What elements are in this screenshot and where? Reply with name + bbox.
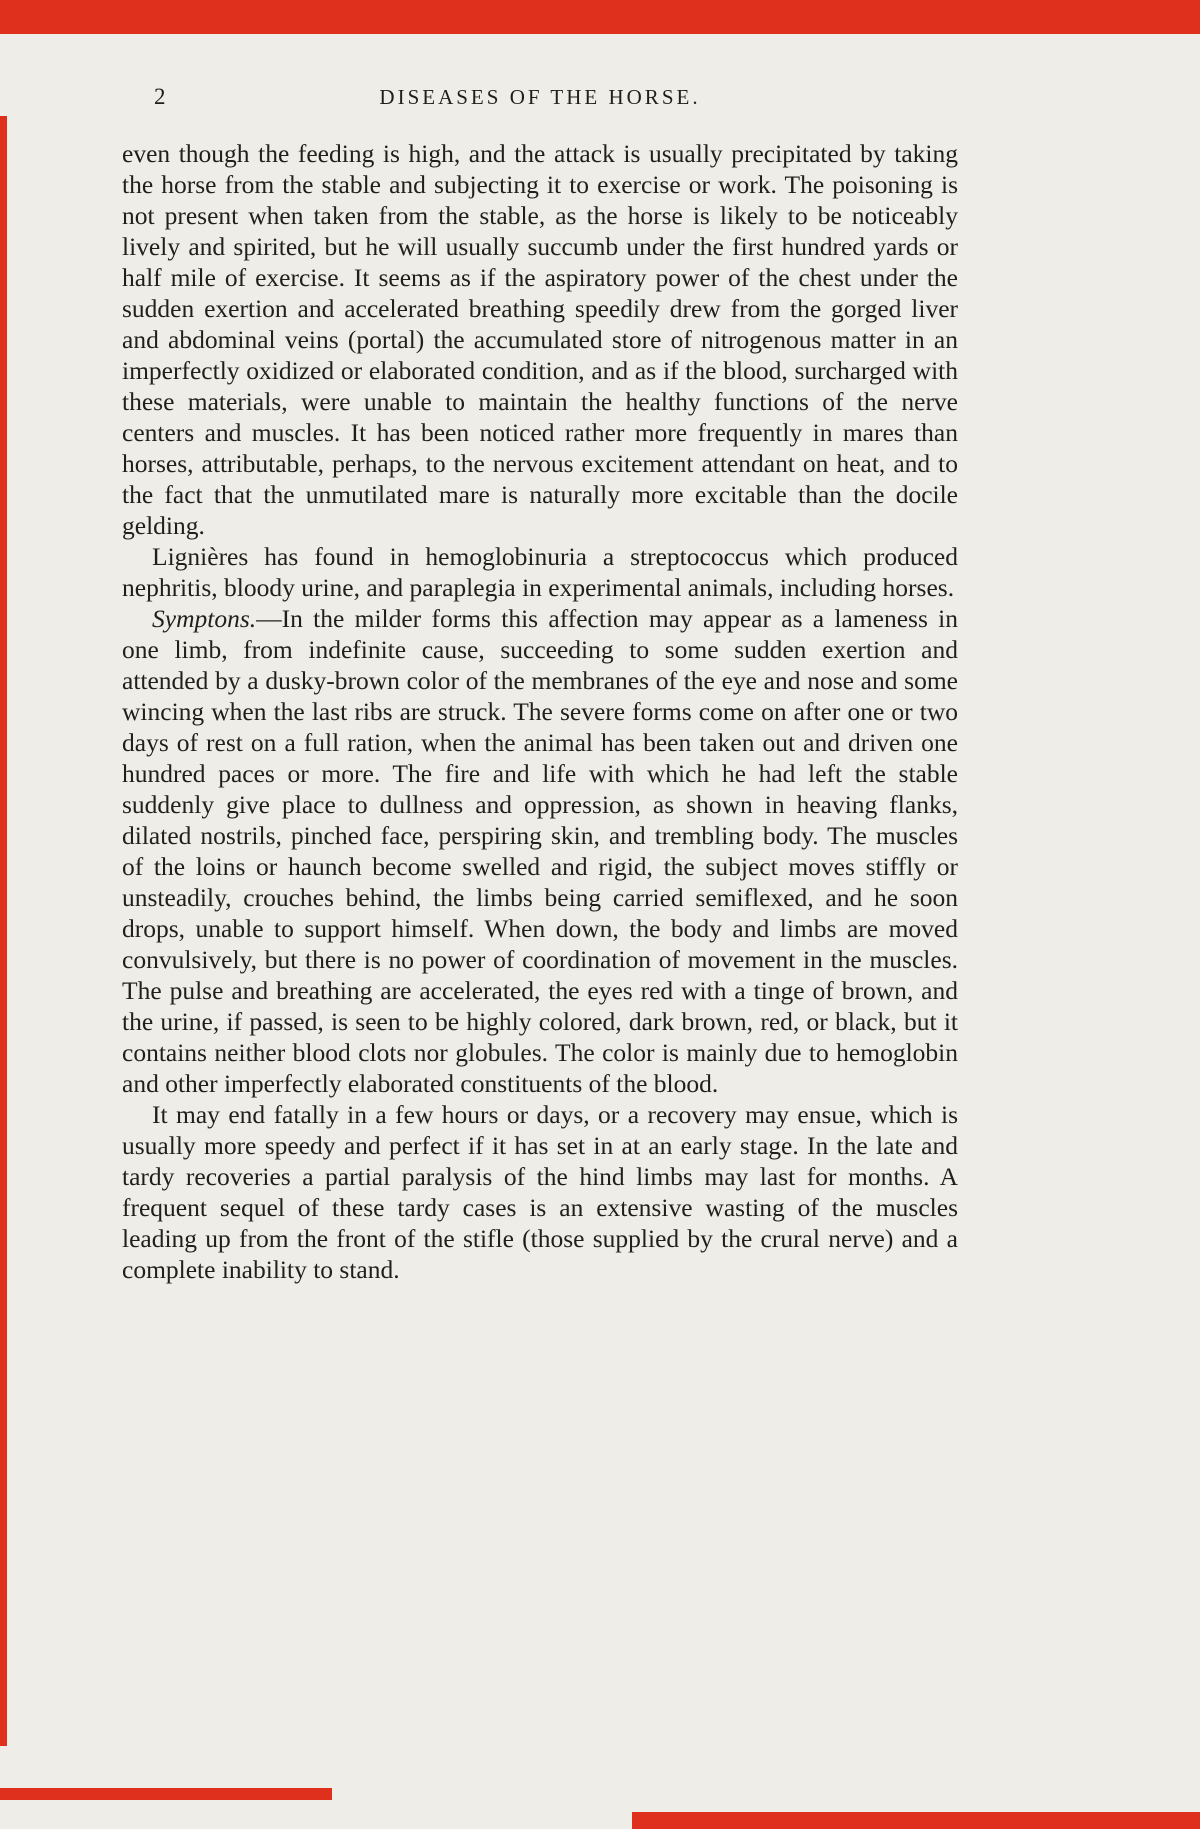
paragraph-3-text: —In the milder forms this affection may appear as a lameness in one limb, from indefinite cause, succeeding to some sudden exertion and attended by a dusky-brown color of the membranes of the eye and nose and some wincing when the last ribs are struck. The severe forms come on after one or two days of rest on a full ration, when the animal has been taken out and driven one hundred paces or more. The fire and life with which he had left the stable suddenly give place to dullness and oppression, as shown in heaving flanks, dilated nostrils, pinched face, perspiring skin, and trembling body. The muscles of the loins or haunch become swelled and rigid, the subject moves stiffly or unsteadily, crouches behind, the limbs being carried semiflexed, and he soon drops, unable to support himself. When down, the body and limbs are moved convulsively, but there is no power of coordination of movement in the muscles. The pulse and breathing are accelerated, the eyes red with a tinge of brown, and the urine, if passed, is seen to be highly colored, dark brown, red, or black, but it contains neither blood clots nor globules. The color is mainly due to hemoglobin and other imperfectly elaborated constituents of the blood.	[122, 604, 958, 1098]
page-content	[122, 80, 958, 1285]
body-text	[122, 138, 958, 1285]
paragraph-2: Lignières has found in hemoglobinuria a streptococcus which produced nephritis, bloody urine, and paraplegia in experimental animals, including horses.	[122, 542, 958, 602]
paragraph-1: even though the feeding is high, and the attack is usually precipitated by taking the horse from the stable and subjecting it to exercise or work. The poisoning is not present when taken from the stable, as the horse is likely to be noticeably lively and spirited, but he will usually succumb under the first hundred yards or half mile of exercise. It seems as if the aspiratory power of the chest under the sudden exertion and accelerated breathing speedily drew from the gorged liver and abdominal veins (portal) the accumulated store of nitrogenous matter in an imperfectly oxidized or elaborated condition, and as if the blood, surcharged with these materials, were unable to maintain the healthy functions of the nerve centers and muscles. It has been noticed rather more frequently in mares than horses, attributable, perhaps, to the nervous excitement attendant on heat, and to the fact that the unmutilated mare is naturally more excitable than the docile gelding.	[122, 139, 958, 540]
paragraph-4: It may end fatally in a few hours or days, or a recovery may ensue, which is usually more speedy and perfect if it has set in at an early stage. In the late and tardy recoveries a partial paralysis of the hind limbs may last for months. A frequent sequel of these tardy cases is an extensive wasting of the muscles leading up from the front of the stifle (those supplied by the crural nerve) and a complete inability to stand.	[122, 1100, 958, 1284]
paragraph-3	[122, 603, 958, 1099]
scan-edge-artifact-top	[0, 0, 1200, 34]
running-title: DISEASES OF THE HORSE.	[379, 85, 701, 109]
scan-edge-artifact-left	[0, 116, 7, 1746]
page-number: 2	[154, 84, 166, 109]
paragraph-3-lead-italic: Symptons.	[152, 604, 257, 633]
page-header	[122, 80, 958, 124]
scan-edge-artifact-bottom-right	[632, 1812, 1200, 1829]
scan-edge-artifact-bottom-left	[0, 1788, 332, 1800]
